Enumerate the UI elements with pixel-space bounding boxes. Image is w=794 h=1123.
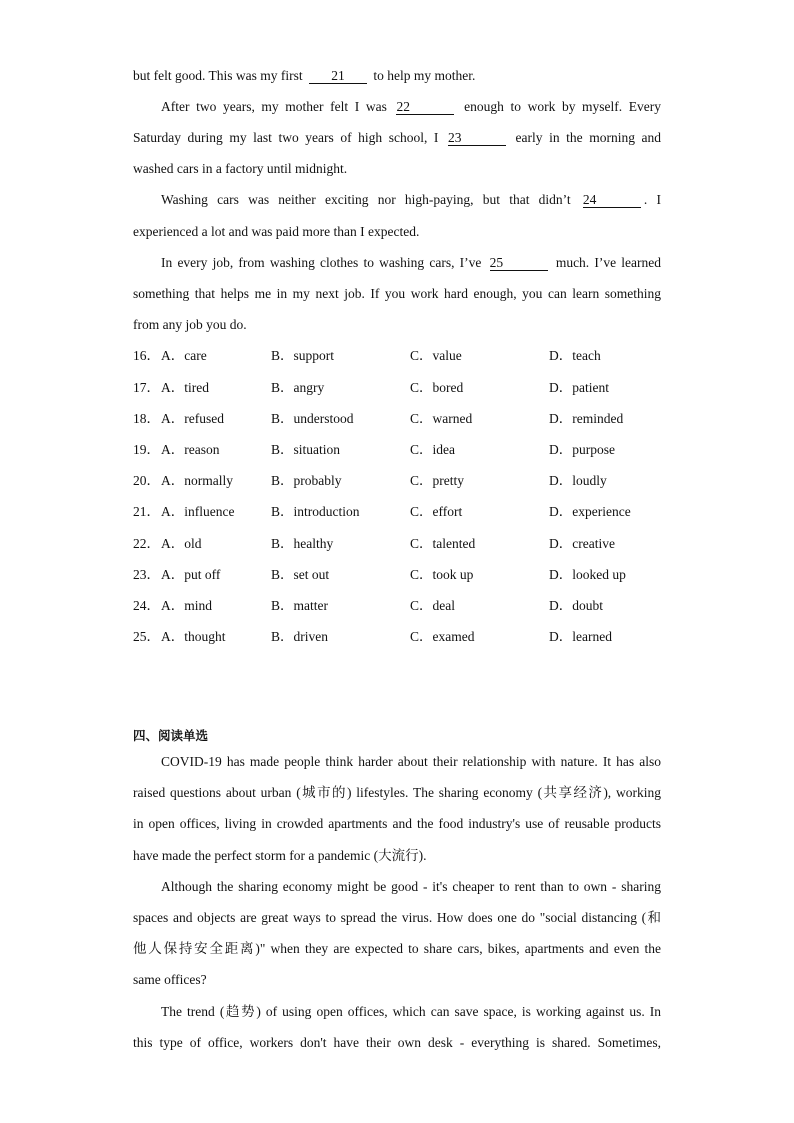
- cloze-line: washed cars in a factory until midnight.: [133, 161, 348, 176]
- question-17: [133, 379, 661, 397]
- question-20: [133, 472, 661, 490]
- reading-line: 他人保持安全距离)" when they are expected to share cars, bikes, apartments and even the: [133, 941, 661, 956]
- text: but felt good. This was my first: [133, 68, 303, 83]
- question-number: 23．: [133, 567, 160, 582]
- cloze-line: something that helps me in my next job. If you work hard enough, you can learn something: [133, 286, 661, 301]
- question-25: [133, 628, 661, 646]
- option-b: B．support: [271, 348, 335, 363]
- text: Washing cars was neither exciting nor high-paying, but that didn’t: [161, 192, 571, 207]
- option-c: C．talented: [410, 536, 476, 551]
- question-number: 24．: [133, 598, 160, 613]
- text: . I: [643, 192, 661, 207]
- option-d: D．looked up: [549, 567, 626, 582]
- option-b: B．driven: [271, 629, 328, 644]
- text: Saturday during my last two years of high school, I: [133, 130, 439, 145]
- cloze-line: experienced a lot and was paid more than I expected.: [133, 224, 420, 239]
- cloze-line: [161, 98, 661, 116]
- option-a: A．refused: [161, 411, 224, 426]
- option-c: C．pretty: [410, 473, 464, 488]
- reading-line: The trend (趋势) of using open offices, which can save space, is working against us. In: [161, 1004, 661, 1019]
- option-d: D．teach: [549, 348, 601, 363]
- blank-22: 22: [396, 99, 454, 115]
- option-c: C．value: [410, 348, 462, 363]
- option-d: D．doubt: [549, 598, 603, 613]
- reading-line: have made the perfect storm for a pandemic (大流行).: [133, 848, 427, 863]
- question-number: 18．: [133, 411, 160, 426]
- option-a: A．care: [161, 348, 207, 363]
- question-number: 25．: [133, 629, 160, 644]
- option-c: C．idea: [410, 442, 455, 457]
- question-16: [133, 347, 661, 365]
- option-a: A．influence: [161, 504, 235, 519]
- blank-21: 21: [309, 68, 367, 84]
- option-b: B．matter: [271, 598, 328, 613]
- option-c: C．examed: [410, 629, 475, 644]
- blank-25: 25: [490, 255, 548, 271]
- option-a: A．put off: [161, 567, 221, 582]
- question-22: [133, 535, 661, 553]
- option-a: A．thought: [161, 629, 226, 644]
- cloze-line: from any job you do.: [133, 317, 247, 332]
- reading-line: Although the sharing economy might be good - it's cheaper to rent than to own - sharing: [161, 879, 661, 894]
- text: to help my mother.: [373, 68, 476, 83]
- question-number: 16．: [133, 348, 160, 363]
- question-number: 20．: [133, 473, 160, 488]
- option-a: A．reason: [161, 442, 220, 457]
- text: In every job, from washing clothes to washing cars, I’ve: [161, 255, 482, 270]
- cloze-line: [133, 67, 661, 85]
- cloze-line: [161, 191, 661, 209]
- option-c: C．effort: [410, 504, 463, 519]
- text: After two years, my mother felt I was: [161, 99, 387, 114]
- option-d: D．learned: [549, 629, 612, 644]
- option-b: B．angry: [271, 380, 325, 395]
- option-b: B．situation: [271, 442, 341, 457]
- reading-line: in open offices, living in crowded apartments and the food industry's use of reusable products: [133, 816, 661, 831]
- reading-line: raised questions about urban (城市的) lifestyles. The sharing economy (共享经济), working: [133, 785, 661, 800]
- question-number: 17．: [133, 380, 160, 395]
- option-c: C．bored: [410, 380, 464, 395]
- option-d: D．reminded: [549, 411, 624, 426]
- option-d: D．purpose: [549, 442, 615, 457]
- reading-line: spaces and objects are great ways to spread the virus. How does one do "social distancing (和: [133, 910, 661, 925]
- question-18: [133, 410, 661, 428]
- option-a: A．tired: [161, 380, 209, 395]
- reading-line: same offices?: [133, 972, 207, 987]
- option-b: B．introduction: [271, 504, 360, 519]
- section-title: 四、阅读单选: [133, 728, 209, 743]
- option-c: C．took up: [410, 567, 474, 582]
- option-a: A．mind: [161, 598, 213, 613]
- option-c: C．deal: [410, 598, 455, 613]
- option-d: D．patient: [549, 380, 609, 395]
- option-a: A．normally: [161, 473, 233, 488]
- option-c: C．warned: [410, 411, 473, 426]
- option-b: B．understood: [271, 411, 354, 426]
- option-d: D．creative: [549, 536, 615, 551]
- question-24: [133, 597, 661, 615]
- question-number: 21．: [133, 504, 160, 519]
- reading-line: COVID-19 has made people think harder about their relationship with nature. It has also: [161, 754, 661, 769]
- blank-23: 23: [448, 130, 506, 146]
- text: much. I’ve learned: [555, 255, 662, 270]
- option-d: D．experience: [549, 504, 631, 519]
- question-19: [133, 441, 661, 459]
- question-number: 19．: [133, 442, 160, 457]
- text: early in the morning and: [515, 130, 661, 145]
- question-21: [133, 503, 661, 521]
- option-b: B．healthy: [271, 536, 334, 551]
- question-23: [133, 566, 661, 584]
- question-number: 22．: [133, 536, 160, 551]
- text: enough to work by myself. Every: [464, 99, 662, 114]
- option-b: B．set out: [271, 567, 330, 582]
- option-d: D．loudly: [549, 473, 607, 488]
- cloze-line: [133, 129, 661, 147]
- option-b: B．probably: [271, 473, 342, 488]
- blank-24: 24: [583, 192, 641, 208]
- reading-line: this type of office, workers don't have their own desk - everything is shared. Sometimes,: [133, 1035, 661, 1050]
- cloze-line: [161, 254, 661, 272]
- option-a: A．old: [161, 536, 202, 551]
